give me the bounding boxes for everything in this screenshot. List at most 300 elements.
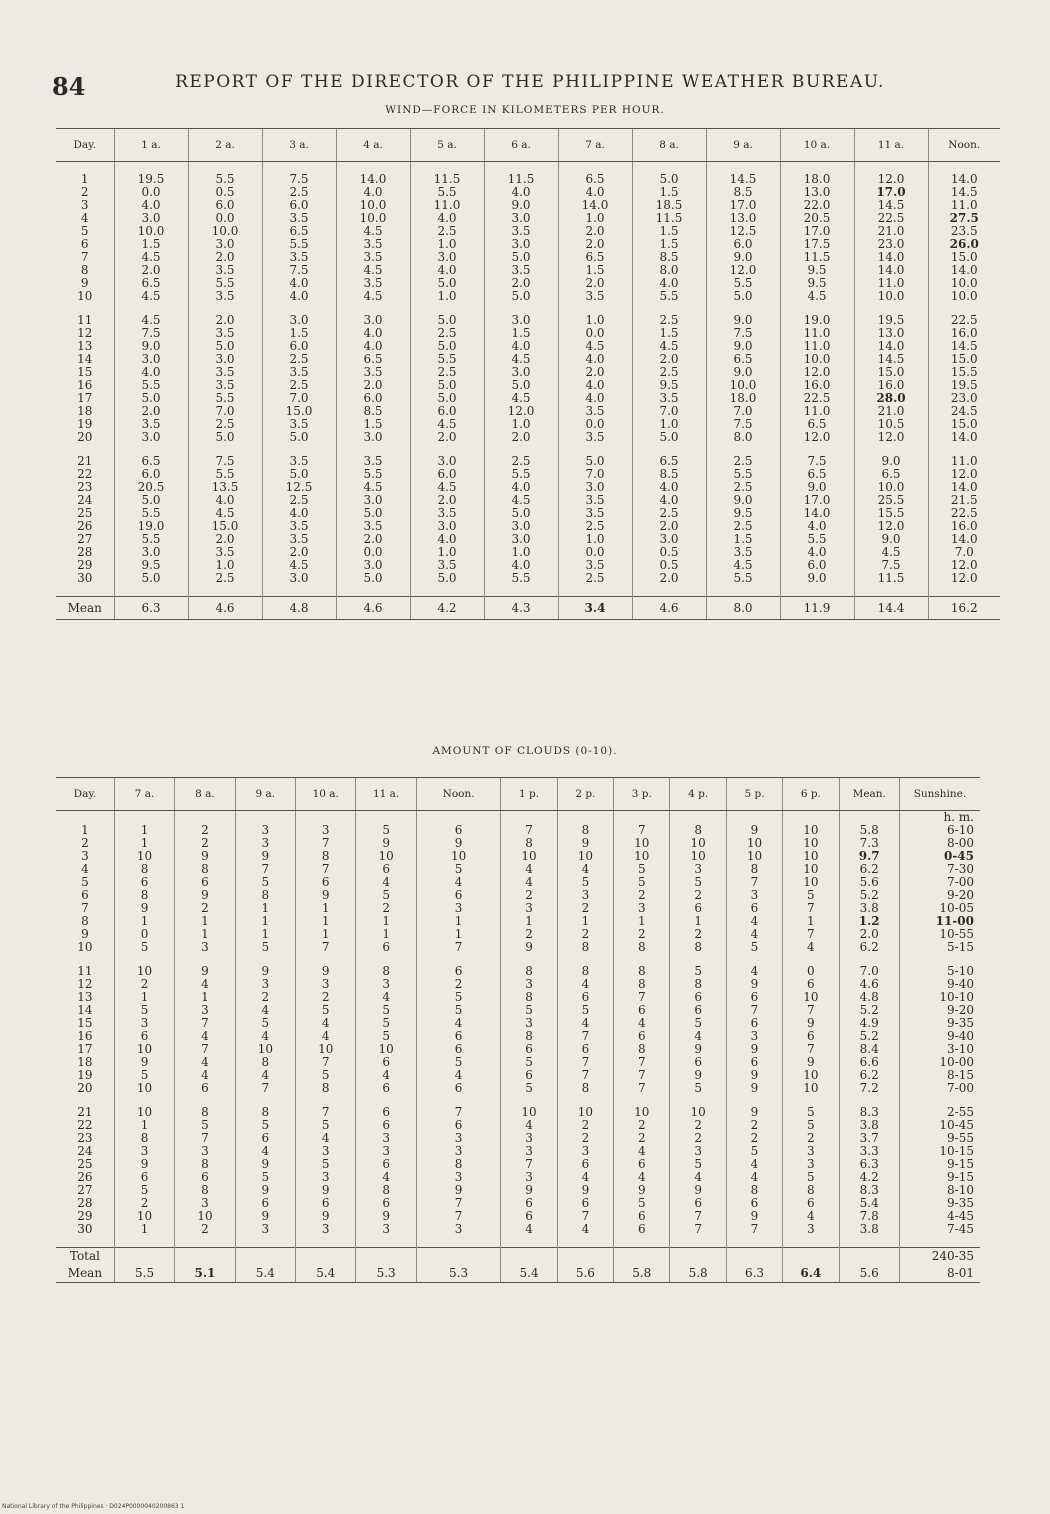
spacer-cell (336, 585, 410, 597)
value-cell: 23.0 (928, 392, 1000, 405)
value-cell: 9 (670, 1043, 726, 1056)
value-cell: 4.0 (484, 559, 558, 572)
value-cell: 5 (501, 1082, 557, 1095)
value-cell: 0.5 (632, 546, 706, 559)
table-row (56, 199, 1000, 212)
value-cell: 5.0 (706, 290, 780, 303)
spacer-cell (416, 811, 501, 825)
value-cell: 6 (416, 1043, 501, 1056)
value-cell: 8 (296, 850, 356, 863)
day-cell: 22 (77, 1119, 93, 1132)
wind-col-header: 6 a. (484, 129, 558, 162)
mean-cell: 8.0 (706, 597, 780, 620)
value-cell: 3.5 (558, 559, 632, 572)
spacer-cell (501, 811, 557, 825)
value-cell: 5.5 (484, 572, 558, 585)
value-cell: 5.5 (114, 533, 188, 546)
value-cell: 5 (783, 1171, 839, 1184)
value-cell: 3 (783, 1223, 839, 1236)
value-cell: 10.0 (114, 225, 188, 238)
spacer-cell (262, 162, 336, 174)
table-row (56, 902, 980, 915)
value-cell: 2 (614, 889, 670, 902)
value-cell: 2 (614, 1119, 670, 1132)
table-row (56, 1119, 980, 1132)
value-cell: 10-55 (899, 928, 980, 941)
value-cell: 15.0 (188, 520, 262, 533)
value-cell: 4 (416, 1069, 501, 1082)
value-cell: 16.0 (928, 327, 1000, 340)
value-cell: 3 (235, 824, 295, 837)
value-cell: 7.5 (188, 455, 262, 468)
spacer-cell (706, 303, 780, 314)
mean-cell: 11.9 (780, 597, 854, 620)
value-cell: 6.0 (336, 392, 410, 405)
value-cell: 3.7 (839, 1132, 899, 1145)
wind-caption: WIND—FORCE IN KILOMETERS PER HOUR. (385, 104, 665, 116)
day-cell: 20 (77, 1082, 93, 1095)
value-cell: 2 (557, 1132, 613, 1145)
value-cell: 22.5 (854, 212, 928, 225)
value-cell: 10 (501, 850, 557, 863)
value-cell: 5.0 (632, 431, 706, 444)
page-number: 84 (52, 72, 86, 101)
value-cell: 8 (356, 965, 416, 978)
value-cell: 3.5 (262, 251, 336, 264)
spacer-cell (410, 303, 484, 314)
table-row (56, 1030, 980, 1043)
value-cell: 7 (614, 1069, 670, 1082)
value-cell: 5 (356, 1030, 416, 1043)
value-cell: 1 (175, 915, 235, 928)
value-cell: 9 (783, 1017, 839, 1030)
mean-cell: 5.8 (614, 1264, 670, 1283)
value-cell: 1.5 (632, 186, 706, 199)
spacer-cell (410, 585, 484, 597)
value-cell: 9 (114, 1056, 174, 1069)
value-cell: 9 (501, 1184, 557, 1197)
table-row (56, 353, 1000, 366)
value-cell: 9 (670, 1069, 726, 1082)
value-cell: 9.5 (780, 264, 854, 277)
value-cell: 14.0 (928, 264, 1000, 277)
value-cell: 3.8 (839, 902, 899, 915)
spacer-cell (416, 1236, 501, 1248)
value-cell: 6 (356, 1106, 416, 1119)
value-cell: 14.0 (854, 264, 928, 277)
value-cell: 7.5 (262, 173, 336, 186)
value-cell: 2.0 (188, 314, 262, 327)
value-cell: 5 (783, 1119, 839, 1132)
value-cell: 6 (557, 991, 613, 1004)
value-cell: 6 (235, 1132, 295, 1145)
value-cell: 6.0 (262, 199, 336, 212)
table-row (56, 1210, 980, 1223)
total-cell (235, 1248, 295, 1265)
value-cell: 4.0 (780, 546, 854, 559)
value-cell: 23.0 (854, 238, 928, 251)
day-cell: 13 (77, 991, 93, 1004)
value-cell: 6.0 (114, 468, 188, 481)
mean-cell: 3.4 (558, 597, 632, 620)
day-cell: 2 (81, 837, 89, 850)
table-row (56, 455, 1000, 468)
spacer-cell (558, 585, 632, 597)
value-cell: 6.5 (114, 277, 188, 290)
value-cell: 9 (235, 850, 295, 863)
wind-col-header: 11 a. (854, 129, 928, 162)
value-cell: 10.0 (706, 379, 780, 392)
value-cell: 4 (296, 1017, 356, 1030)
value-cell: 6 (356, 1197, 416, 1210)
value-cell: 6 (726, 1056, 782, 1069)
value-cell: 10.0 (854, 481, 928, 494)
value-cell: 5.5 (114, 379, 188, 392)
value-cell: 6 (356, 941, 416, 954)
value-cell: 8 (416, 1158, 501, 1171)
value-cell: 4 (235, 1145, 295, 1158)
value-cell: 3.3 (839, 1145, 899, 1158)
clouds-col-header: 5 p. (726, 778, 782, 811)
value-cell: 4.8 (839, 991, 899, 1004)
value-cell: 3.0 (262, 572, 336, 585)
value-cell: 9.0 (706, 366, 780, 379)
value-cell: 8-00 (899, 837, 980, 850)
value-cell: 6.0 (706, 238, 780, 251)
spacer-cell (114, 1236, 174, 1248)
value-cell: 7 (416, 1197, 501, 1210)
value-cell: 7-00 (899, 876, 980, 889)
value-cell: 5 (356, 1017, 416, 1030)
spacer-cell (706, 162, 780, 174)
value-cell: 10 (416, 850, 501, 863)
value-cell: 3.0 (336, 494, 410, 507)
value-cell: 6.0 (410, 405, 484, 418)
value-cell: 1 (114, 837, 174, 850)
value-cell: 9 (726, 824, 782, 837)
value-cell: 4-45 (899, 1210, 980, 1223)
value-cell: 2.5 (706, 481, 780, 494)
value-cell: 8 (175, 1106, 235, 1119)
value-cell: 2 (501, 889, 557, 902)
value-cell: 4.5 (262, 559, 336, 572)
value-cell: 2.0 (114, 264, 188, 277)
value-cell: 4 (235, 1069, 295, 1082)
value-cell: 3 (296, 1223, 356, 1236)
value-cell: 2 (670, 1132, 726, 1145)
value-cell: 3.0 (484, 366, 558, 379)
value-cell: 1 (235, 915, 295, 928)
wind-col-header: 2 a. (188, 129, 262, 162)
spacer-cell (670, 1095, 726, 1106)
value-cell: 4 (783, 941, 839, 954)
value-cell: 10 (783, 1069, 839, 1082)
total-cell (839, 1248, 899, 1265)
value-cell: 5.0 (484, 251, 558, 264)
value-cell: 4 (557, 1223, 613, 1236)
value-cell: 7 (175, 1017, 235, 1030)
value-cell: 9 (726, 1210, 782, 1223)
spacer-cell (296, 954, 356, 965)
value-cell: 19.5 (854, 314, 928, 327)
value-cell: 6.2 (839, 1069, 899, 1082)
value-cell: 4.5 (484, 494, 558, 507)
value-cell: 7 (557, 1210, 613, 1223)
value-cell: 4 (557, 1017, 613, 1030)
value-cell: 2 (726, 1132, 782, 1145)
mean-cell: 14.4 (854, 597, 928, 620)
value-cell: 3.0 (114, 546, 188, 559)
value-cell: 15.0 (928, 353, 1000, 366)
value-cell: 7 (670, 1223, 726, 1236)
value-cell: 5 (296, 1158, 356, 1171)
value-cell: 6 (557, 1197, 613, 1210)
clouds-col-header: 4 p. (670, 778, 726, 811)
spacer-cell (114, 162, 188, 174)
value-cell: 3.5 (336, 455, 410, 468)
value-cell: 3.0 (336, 314, 410, 327)
spacer-cell (632, 585, 706, 597)
value-cell: 3.0 (484, 520, 558, 533)
spacer-cell (854, 303, 928, 314)
value-cell: 11.0 (854, 277, 928, 290)
mean-cell: 5.4 (296, 1264, 356, 1283)
value-cell: 4.0 (410, 264, 484, 277)
spacer-cell (726, 1236, 782, 1248)
value-cell: 2 (726, 1119, 782, 1132)
value-cell: 2.0 (336, 533, 410, 546)
clouds-col-header: Day. (56, 778, 114, 811)
clouds-col-header: 11 a. (356, 778, 416, 811)
value-cell: 10.0 (188, 225, 262, 238)
spacer-cell (928, 303, 1000, 314)
value-cell: 6.5 (262, 225, 336, 238)
value-cell: 3 (416, 1223, 501, 1236)
value-cell: 13.0 (780, 186, 854, 199)
value-cell: 9.0 (854, 455, 928, 468)
value-cell: 6 (670, 991, 726, 1004)
value-cell: 8.5 (632, 468, 706, 481)
value-cell: 3 (235, 1223, 295, 1236)
value-cell: 21.0 (854, 405, 928, 418)
clouds-table (56, 777, 980, 1283)
value-cell: 7.0 (632, 405, 706, 418)
spacer-cell (558, 303, 632, 314)
value-cell: 3 (356, 978, 416, 991)
value-cell: 8 (614, 1043, 670, 1056)
value-cell: 8 (557, 824, 613, 837)
value-cell: 7 (614, 1056, 670, 1069)
value-cell: 3 (296, 824, 356, 837)
value-cell: 7.3 (839, 837, 899, 850)
value-cell: 5 (670, 876, 726, 889)
day-cell: 17 (77, 392, 93, 405)
value-cell: 3.5 (262, 418, 336, 431)
value-cell: 8 (114, 1132, 174, 1145)
value-cell: 3.5 (558, 405, 632, 418)
value-cell: 3 (416, 1132, 501, 1145)
value-cell: 1 (614, 915, 670, 928)
value-cell: 8 (501, 991, 557, 1004)
value-cell: 10 (557, 1106, 613, 1119)
value-cell: 3 (296, 978, 356, 991)
value-cell: 5.0 (114, 572, 188, 585)
value-cell: 0-45 (899, 850, 980, 863)
value-cell: 4.0 (632, 494, 706, 507)
value-cell: 10 (783, 1082, 839, 1095)
value-cell: 3.8 (839, 1223, 899, 1236)
value-cell: 1.0 (484, 418, 558, 431)
value-cell: 4.5 (114, 314, 188, 327)
value-cell: 12.0 (854, 520, 928, 533)
value-cell: 8.3 (839, 1184, 899, 1197)
table-row (56, 418, 1000, 431)
value-cell: 4.5 (114, 290, 188, 303)
table-row (56, 559, 1000, 572)
value-cell: 4.0 (558, 392, 632, 405)
value-cell: 5.0 (114, 392, 188, 405)
value-cell: 2.0 (262, 546, 336, 559)
value-cell: 20.5 (114, 481, 188, 494)
value-cell: 0.5 (188, 186, 262, 199)
value-cell: 15.0 (928, 251, 1000, 264)
table-row (56, 1223, 980, 1236)
value-cell: 4 (783, 1210, 839, 1223)
value-cell: 2.5 (410, 225, 484, 238)
value-cell: 8 (175, 863, 235, 876)
value-cell: 7.0 (706, 405, 780, 418)
value-cell: 11.5 (484, 173, 558, 186)
value-cell: 2.5 (410, 327, 484, 340)
day-cell: 25 (77, 507, 93, 520)
table-row (56, 837, 980, 850)
spacer-cell (706, 444, 780, 455)
value-cell: 4.0 (410, 533, 484, 546)
value-cell: 9 (296, 965, 356, 978)
value-cell: 9.5 (114, 559, 188, 572)
value-cell: 3 (670, 863, 726, 876)
value-cell: 9.0 (484, 199, 558, 212)
spacer-cell (114, 954, 174, 965)
value-cell: 14.5 (854, 353, 928, 366)
value-cell: 10 (783, 837, 839, 850)
value-cell: 3.0 (262, 314, 336, 327)
value-cell: 4 (670, 1030, 726, 1043)
value-cell: 7 (235, 1082, 295, 1095)
mean-cell: 5.5 (114, 1264, 174, 1283)
day-cell: 6 (81, 889, 89, 902)
value-cell: 3.5 (188, 546, 262, 559)
table-row (56, 1145, 980, 1158)
total-cell (614, 1248, 670, 1265)
value-cell: 3 (175, 941, 235, 954)
value-cell: 2.5 (632, 314, 706, 327)
value-cell: 15.0 (928, 418, 1000, 431)
value-cell: 9 (783, 1056, 839, 1069)
value-cell: 5 (670, 1158, 726, 1171)
table-row (56, 212, 1000, 225)
mean-cell: 5.6 (557, 1264, 613, 1283)
value-cell: 4 (235, 1030, 295, 1043)
table-row (56, 290, 1000, 303)
value-cell: 16.0 (928, 520, 1000, 533)
value-cell: 9 (557, 837, 613, 850)
mean-cell: 5.4 (501, 1264, 557, 1283)
value-cell: 5.0 (410, 314, 484, 327)
value-cell: 8 (726, 1184, 782, 1197)
value-cell: 9 (726, 978, 782, 991)
value-cell: 7 (501, 824, 557, 837)
value-cell: 2 (501, 928, 557, 941)
spacer-cell (726, 811, 782, 825)
value-cell: 4.0 (262, 290, 336, 303)
value-cell: 13.5 (188, 481, 262, 494)
value-cell: 4.0 (262, 507, 336, 520)
spacer-cell (670, 1236, 726, 1248)
spacer-cell (114, 1095, 174, 1106)
spacer-cell (670, 811, 726, 825)
value-cell: 5.5 (188, 392, 262, 405)
spacer-cell (296, 1095, 356, 1106)
value-cell: 6 (416, 1030, 501, 1043)
value-cell: 9.5 (706, 507, 780, 520)
value-cell: 2.5 (632, 507, 706, 520)
value-cell: 10.5 (854, 418, 928, 431)
value-cell: 5.5 (188, 468, 262, 481)
value-cell: 3.0 (114, 431, 188, 444)
value-cell: 10-10 (899, 991, 980, 1004)
value-cell: 4.0 (558, 379, 632, 392)
mean-cell: 5.1 (175, 1264, 235, 1283)
spacer-cell (557, 1095, 613, 1106)
value-cell: 3.0 (484, 533, 558, 546)
day-cell: 10 (77, 941, 93, 954)
value-cell: 4 (670, 1171, 726, 1184)
value-cell: 6 (557, 1158, 613, 1171)
value-cell: 3 (356, 1223, 416, 1236)
value-cell: 3 (614, 902, 670, 915)
value-cell: 2 (114, 978, 174, 991)
value-cell: 5.0 (114, 494, 188, 507)
value-cell: 8 (557, 1082, 613, 1095)
spacer-cell (783, 954, 839, 965)
wind-col-header: 5 a. (410, 129, 484, 162)
spacer-cell (899, 954, 980, 965)
day-cell: 3 (80, 199, 89, 212)
value-cell: 4 (416, 876, 501, 889)
spacer-cell (558, 444, 632, 455)
value-cell: 14.0 (854, 340, 928, 353)
value-cell: 4.0 (558, 186, 632, 199)
value-cell: 10 (235, 1043, 295, 1056)
value-cell: 3.5 (558, 431, 632, 444)
spacer-cell (175, 1095, 235, 1106)
day-cell: 5 (81, 876, 89, 889)
table-row (56, 1056, 980, 1069)
value-cell: 10 (783, 850, 839, 863)
value-cell: 5.0 (410, 340, 484, 353)
table-row (56, 327, 1000, 340)
value-cell: 5.5 (410, 353, 484, 366)
value-cell: 1 (416, 915, 501, 928)
value-cell: 2.5 (706, 520, 780, 533)
value-cell: 5 (726, 1145, 782, 1158)
total-cell (670, 1248, 726, 1265)
value-cell: 0.0 (336, 546, 410, 559)
value-cell: 3 (501, 978, 557, 991)
value-cell: 12.0 (484, 405, 558, 418)
value-cell: 10-05 (899, 902, 980, 915)
